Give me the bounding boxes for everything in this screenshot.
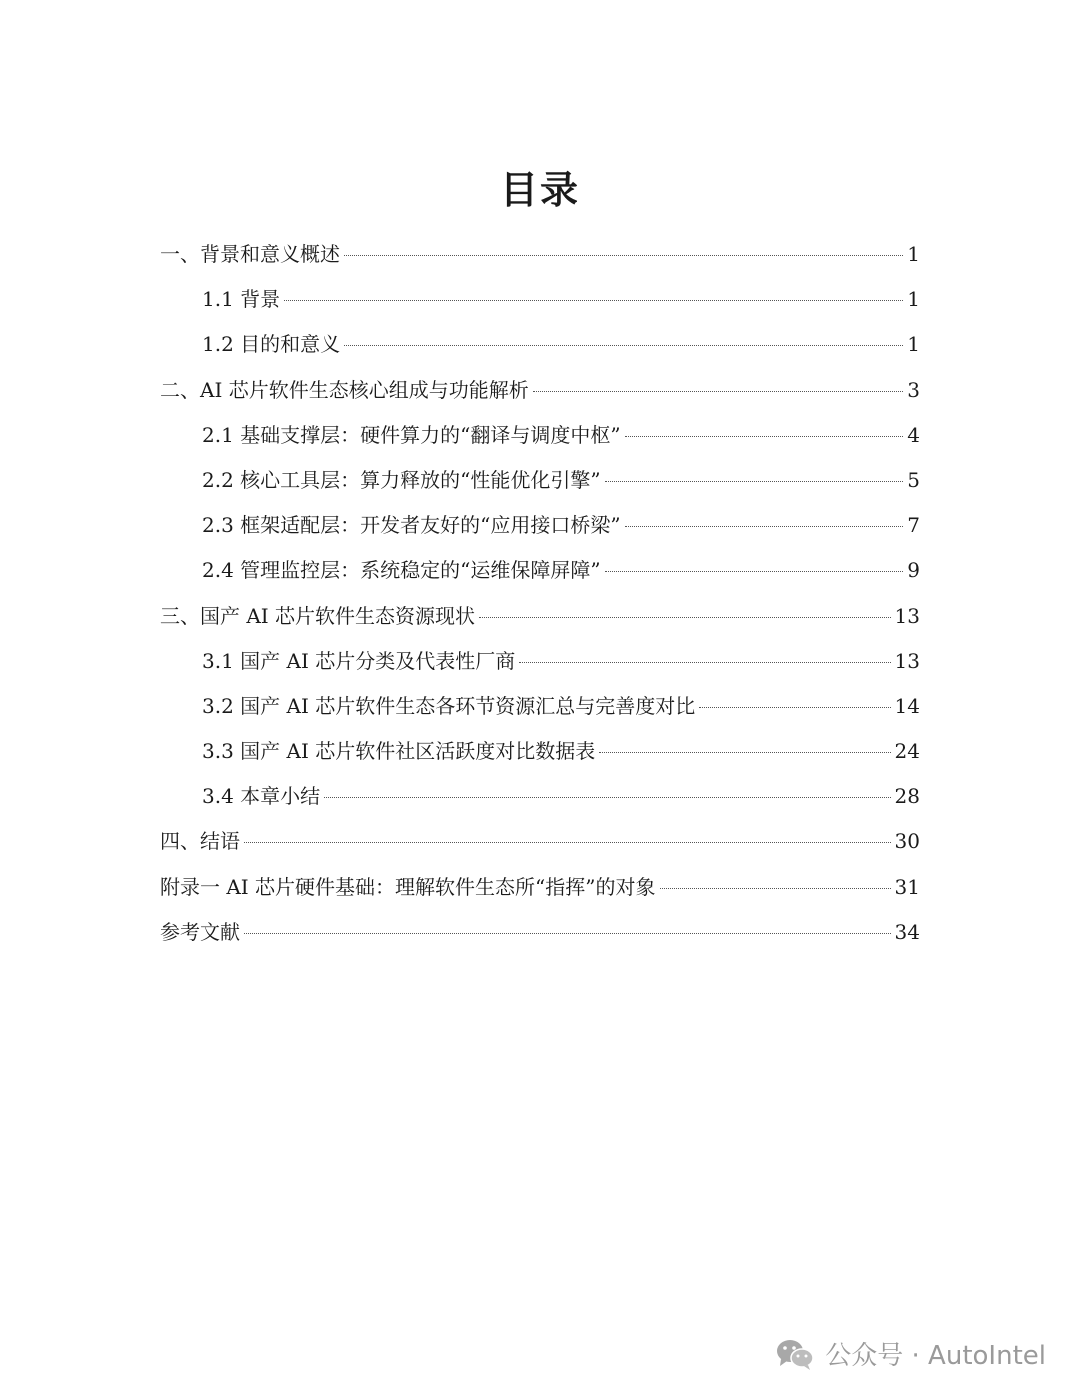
toc-leader-dots <box>324 797 890 798</box>
toc-entry[interactable] <box>160 594 920 639</box>
toc-leader-dots <box>244 933 891 934</box>
toc-entry[interactable] <box>160 774 920 819</box>
toc-leader-dots <box>625 436 904 437</box>
toc-page-number: 7 <box>907 513 920 538</box>
toc-entry-text: 3.3 国产 AI 芯片软件社区活跃度对比数据表 <box>202 739 596 764</box>
toc-leader-dots <box>519 662 890 663</box>
toc-page-number: 9 <box>907 558 920 583</box>
toc-leader-dots <box>344 345 903 346</box>
toc-page-number: 1 <box>907 332 920 357</box>
toc-page-number: 13 <box>894 648 920 673</box>
toc-page-number: 5 <box>907 467 920 492</box>
toc-entry[interactable] <box>160 865 920 910</box>
toc-entry-text: 三、国产 AI 芯片软件生态资源现状 <box>160 603 476 628</box>
toc-leader-dots <box>599 752 890 753</box>
toc-entry[interactable] <box>160 413 920 458</box>
watermark <box>775 1335 1046 1372</box>
toc-leader-dots <box>699 707 890 708</box>
toc-page-number: 3 <box>907 377 920 402</box>
toc-entry-text: 参考文献 <box>160 919 240 944</box>
toc-page-number: 30 <box>894 829 920 854</box>
toc-leader-dots <box>660 888 891 889</box>
toc-entry[interactable] <box>160 322 920 367</box>
toc-entry-text: 1.2 目的和意义 <box>202 332 341 357</box>
toc-entry-text: 2.1 基础支撑层：硬件算力的“翻译与调度中枢” <box>202 422 621 447</box>
toc-entry[interactable] <box>160 458 920 503</box>
toc-page-number: 1 <box>907 287 920 312</box>
toc-entry-text: 2.4 管理监控层：系统稳定的“运维保障屏障” <box>202 558 601 583</box>
toc-entry[interactable] <box>160 503 920 548</box>
toc-entry-text: 3.4 本章小结 <box>202 784 321 809</box>
toc-leader-dots <box>479 617 890 618</box>
toc-entry-text: 1.1 背景 <box>202 287 281 312</box>
toc-entry-text: 3.1 国产 AI 芯片分类及代表性厂商 <box>202 648 516 673</box>
toc-page-number: 34 <box>894 919 920 944</box>
toc-entry-text: 3.2 国产 AI 芯片软件生态各环节资源汇总与完善度对比 <box>202 693 696 718</box>
toc-entry-text: 2.2 核心工具层：算力释放的“性能优化引擎” <box>202 467 601 492</box>
toc-title: 目录 <box>499 168 580 212</box>
toc-leader-dots <box>533 391 904 392</box>
watermark-text: 公众号 · AutoIntel <box>825 1341 1046 1371</box>
toc-entry[interactable] <box>160 639 920 684</box>
toc-page-number: 14 <box>894 693 920 718</box>
toc-leader-dots <box>605 481 904 482</box>
toc-entry-text: 附录一 AI 芯片硬件基础：理解软件生态所“指挥”的对象 <box>160 874 656 899</box>
toc-entry[interactable] <box>160 277 920 322</box>
toc-entry-text: 2.3 框架适配层：开发者友好的“应用接口桥梁” <box>202 513 621 538</box>
toc-entry[interactable] <box>160 819 920 864</box>
toc-page-number: 28 <box>894 784 920 809</box>
toc-leader-dots <box>344 255 903 256</box>
toc-page-number: 31 <box>894 874 920 899</box>
toc-entry[interactable] <box>160 729 920 774</box>
toc-entry-text: 四、结语 <box>160 829 240 854</box>
toc-entry[interactable] <box>160 368 920 413</box>
toc-entry-text: 二、AI 芯片软件生态核心组成与功能解析 <box>160 377 529 402</box>
toc-entry[interactable] <box>160 684 920 729</box>
toc-leader-dots <box>605 571 904 572</box>
toc-page-number: 4 <box>907 422 920 447</box>
toc-entry[interactable] <box>160 910 920 955</box>
toc-page-number: 1 <box>907 242 920 266</box>
toc-leader-dots <box>244 842 891 843</box>
toc-page-number: 24 <box>894 739 920 764</box>
wechat-icon <box>775 1337 815 1371</box>
toc-page-number: 13 <box>894 603 920 628</box>
toc-entry[interactable] <box>160 548 920 593</box>
toc-list <box>160 232 920 955</box>
toc-entry[interactable] <box>160 232 920 277</box>
toc-leader-dots <box>625 526 904 527</box>
toc-leader-dots <box>284 300 903 301</box>
toc-entry-text: 一、背景和意义概述 <box>160 242 340 266</box>
